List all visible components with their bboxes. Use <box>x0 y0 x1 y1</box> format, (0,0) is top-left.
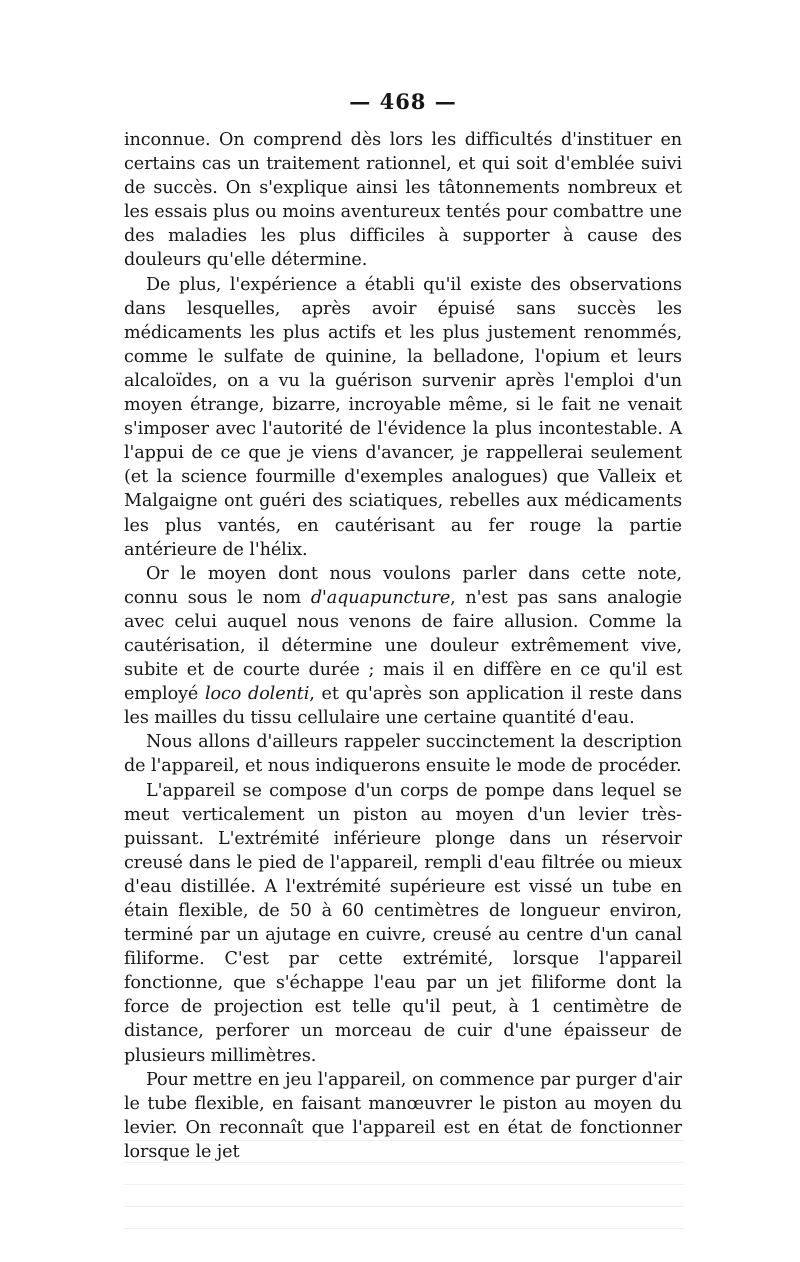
italic-term: d'aquapuncture <box>310 587 451 608</box>
page-number: — 468 — <box>349 89 457 114</box>
bleed-through-shadow <box>124 1140 684 1250</box>
text-run: De plus, l'expérience a établi qu'il existe des observations dans lesquelles, après avoir épuisé sans succès les médicaments les plus actifs et les plus justement renommés, comme le sulfate de quinine, la belladone, l'opium et leurs alcaloïdes, on a vu la guérison survenir après l'emploi d'un moyen étrange, bizarre, incroyable même, si le fait ne venait s'imposer avec l'autorité de l'évidence la plus incontestable. A l'appui de ce que je viens d'avancer, je rappellerai seulement (et la science fourmille d'exemples analogues) que Valleix et Malgaigne ont guéri des sciatiques, rebelles aux médicaments les plus vantés, en cautérisant au fer rouge la partie antérieure de l'hélix. <box>124 274 682 560</box>
paragraph <box>124 730 682 778</box>
text-run: L'appareil se compose d'un corps de pompe dans lequel se meut verticalement un piston au moyen d'un levier très-puissant. L'extrémité inférieure plonge dans un réservoir creusé dans le pied de l'appareil, rempli d'eau filtrée ou mieux d'eau distillée. A l'extrémité supérieure est vissé un tube en étain flexible, de 50 à 60 centimètres de longueur environ, terminé par un ajutage en cuivre, creusé au centre d'un canal filiforme. C'est par cette extrémité, lorsque l'appareil fonctionne, que s'échappe l'eau par un jet filiforme dont la force de projection est telle qu'il peut, à 1 centimètre de distance, perforer un morceau de cuir d'une épaisseur de plusieurs millimètres. <box>124 780 682 1066</box>
text-run: Nous allons d'ailleurs rappeler succinctement la description de l'appareil, et nous indiquerons ensuite le mode de procéder. <box>124 732 682 777</box>
paragraph <box>124 128 682 273</box>
book-page <box>124 86 682 1164</box>
italic-term: loco dolenti <box>205 684 310 705</box>
paragraph <box>124 562 682 731</box>
paragraph <box>124 273 682 562</box>
text-run: Or le moyen dont nous voulons parler dans cette note, connu sous le nom <box>124 563 682 608</box>
text-run: inconnue. On comprend dès lors les difficultés d'instituer en certains cas un traitement rationnel, et qui soit d'emblée suivi de succès. On s'explique ainsi les tâtonnements nombreux et les essais plus ou moins aventureux tentés pour combattre une des maladies les plus difficiles à supporter à cause des douleurs qu'elle détermine. <box>124 130 682 271</box>
paragraph <box>124 779 682 1068</box>
body-text <box>124 128 682 1164</box>
text-run: Pour mettre en jeu l'appareil, on commence par purger d'air le tube flexible, en faisant manœuvrer le piston au moyen du levier. On reconnaît que l'appareil est en état de fonctionner lorsque le jet <box>124 1069 682 1162</box>
text-run: , n'est pas sans analogie avec celui auquel nous venons de faire allusion. Comme la cautérisation, il détermine une douleur extrêmement vive, subite et de courte durée ; mais il en diffère en ce qu'il est employé <box>124 587 682 705</box>
text-run: , et qu'après son application il reste dans les mailles du tissu cellulaire une certaine quantité d'eau. <box>124 684 682 729</box>
